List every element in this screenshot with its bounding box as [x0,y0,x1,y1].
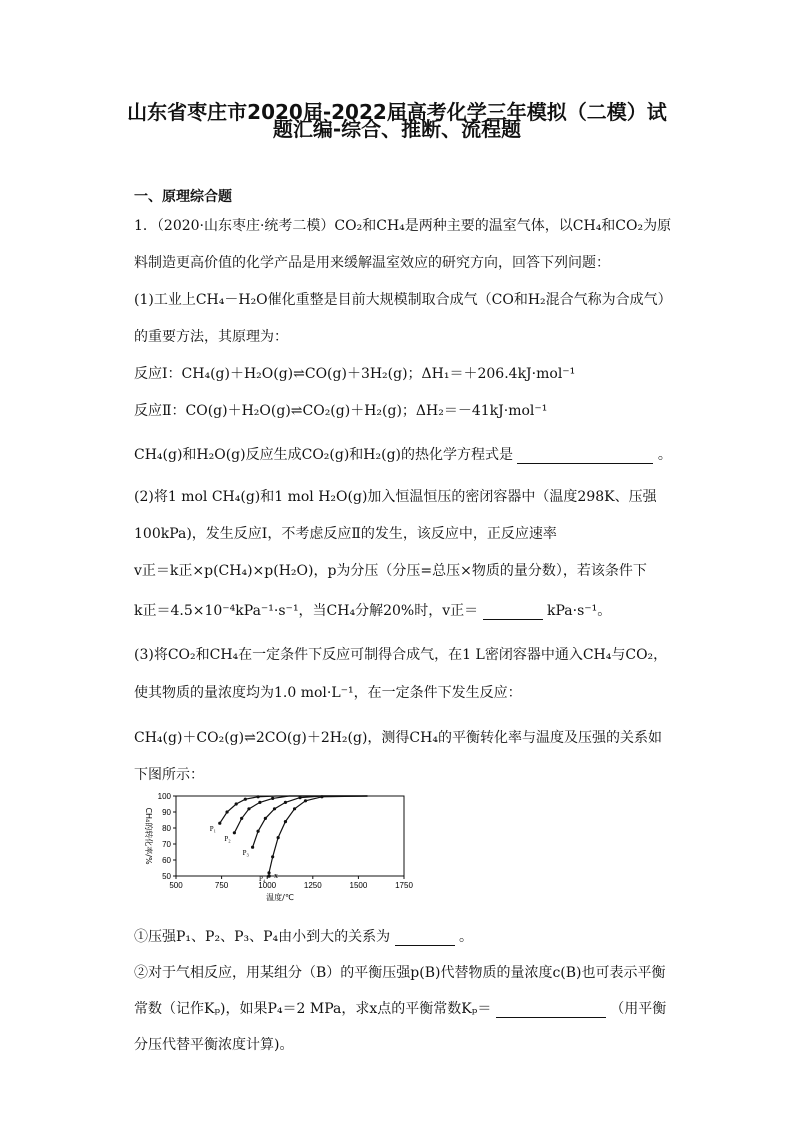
text-line-12: (3)将CO₂和CH₄在一定条件下反应可制得合成气，在1 L密闭容器中通入CH₄与CO₂， [134,647,668,663]
question-suffix: 。 [459,929,474,945]
question-suffix: 。 [657,447,672,463]
series-point [277,836,280,839]
x-point-label: x [274,871,279,880]
question-line-18 [134,1000,667,1018]
text-line-17: ②对于气相反应，用某组分（B）的平衡压强p(B)代替物质的量浓度c(B)也可表示平衡 [134,965,666,981]
answer-blank[interactable] [517,449,653,464]
text-line-8: (2)将1 mol CH₄(g)和1 mol H₂O(g)加入恒温恒压的密闭容器中（温度298K、压强 [134,489,657,505]
series-point [298,796,301,799]
x-tick-label: 1500 [349,881,368,890]
y-tick-label: 70 [162,840,171,849]
y-tick-label: 90 [162,808,171,817]
series-point [271,855,274,858]
x-tick-label: 1250 [303,881,322,890]
series-point [251,846,254,849]
conversion-chart [134,786,414,910]
text-line-2: 料制造更高价值的化学产品是用来缓解温室效应的研究方向，回答下列问题： [134,255,610,271]
y-tick-label: 80 [162,824,171,833]
x-tick-label: 1000 [258,881,277,890]
series-line-3 [253,796,368,847]
y-tick-label: 50 [162,872,171,881]
series-point [271,797,274,800]
y-axis-label: CH₄的转化率/% [144,807,153,865]
text-line-13: 使其物质的量浓度均为1.0 mol·L⁻¹，在一定条件下发生反应： [134,685,522,701]
question-line-7 [134,446,672,464]
question-suffix: （用平衡 [610,1001,667,1017]
series-label: P₃ [242,849,249,858]
title-line-1: 山东省枣庄市2020届-2022届高考化学三年模拟（二模）试 [127,100,667,124]
series-line-4 [269,796,368,873]
text-line-9: 100kPa)，发生反应Ⅰ，不考虑反应Ⅱ的发生，该反应中，正反应速率 [134,526,557,542]
reaction-1: 反应Ⅰ：CH₄(g)＋H₂O(g)⇌CO(g)＋3H₂(g)；ΔH₁＝＋206.4kJ·mol⁻¹ [134,366,576,382]
series-label: P₄ [259,874,266,883]
text-line-14: CH₄(g)＋CO₂(g)⇌2CO(g)＋2H₂(g)，测得CH₄的平衡转化率与温度及压强的关系如 [134,730,662,746]
series-point [247,807,250,810]
title-line-2: 题汇编-综合、推断、流程题 [272,117,522,141]
answer-blank[interactable] [496,1003,606,1018]
x-tick-label: 1750 [395,881,413,890]
y-tick-label: 60 [162,856,171,865]
series-point [267,871,270,874]
series-point [235,802,238,805]
text-line-19: 分压代替平衡浓度计算)。 [134,1037,294,1053]
x-tick-label: 500 [169,881,183,890]
series-point [218,822,221,825]
series-point [284,820,287,823]
question-line-16 [134,928,664,946]
plot-frame [176,796,404,876]
series-point [240,817,243,820]
series-point [293,807,296,810]
x-axis-label: 温度/℃ [266,893,294,902]
text-line-15: 下图所示： [134,767,204,783]
question-line-11 [134,602,664,620]
answer-blank[interactable] [483,605,543,620]
series-point [256,795,259,798]
series-point [244,798,247,801]
series-point [256,830,259,833]
question-text: 常数（记作Kₚ)，如果P₄＝2 MPa，求x点的平衡常数Kₚ＝ [134,1001,492,1017]
reaction-2: 反应Ⅱ：CO(g)＋H₂O(g)⇌CO₂(g)＋H₂(g)；ΔH₂＝－41kJ·mol⁻¹ [134,403,548,419]
text-line-10: v正＝k正×p(CH₄)×p(H₂O)，p为分压（分压=总压×物质的量分数），若该条件下 [134,563,647,579]
question-text: ①压强P₁、P₂、P₃、P₄由小到大的关系为 [134,929,391,945]
text-line-4: 的重要方法，其原理为： [134,329,288,345]
series-point [258,801,261,804]
y-tick-label: 100 [157,792,171,801]
x-point [267,874,271,878]
series-point [320,795,323,798]
question-text: CH₄(g)和H₂O(g)反应生成CO₂(g)和H₂(g)的热化学方程式是 [134,447,513,463]
text-line-1: 1．（2020·山东枣庄·统考二模）CO₂和CH₄是两种主要的温室气体，以CH₄和CO₂为原 [134,218,672,234]
series-point [304,799,307,802]
series-point [273,807,276,810]
text-line-3: (1)工业上CH₄－H₂O催化重整是目前大规模制取合成气（CO和H₂混合气称为合成气） [134,292,672,308]
x-tick-label: 750 [214,881,229,890]
section-heading: 一、原理综合题 [134,189,232,205]
series-point [284,801,287,804]
series-label: P₂ [224,834,231,843]
answer-blank[interactable] [395,931,455,946]
question-text: k正＝4.5×10⁻⁴kPa⁻¹·s⁻¹，当CH₄分解20%时，v正＝ [134,603,479,619]
series-line-2 [234,796,367,833]
series-label: P₁ [209,825,217,834]
series-point [264,817,267,820]
series-point [225,810,228,813]
series-point [233,831,236,834]
question-suffix: kPa·s⁻¹。 [547,603,612,619]
